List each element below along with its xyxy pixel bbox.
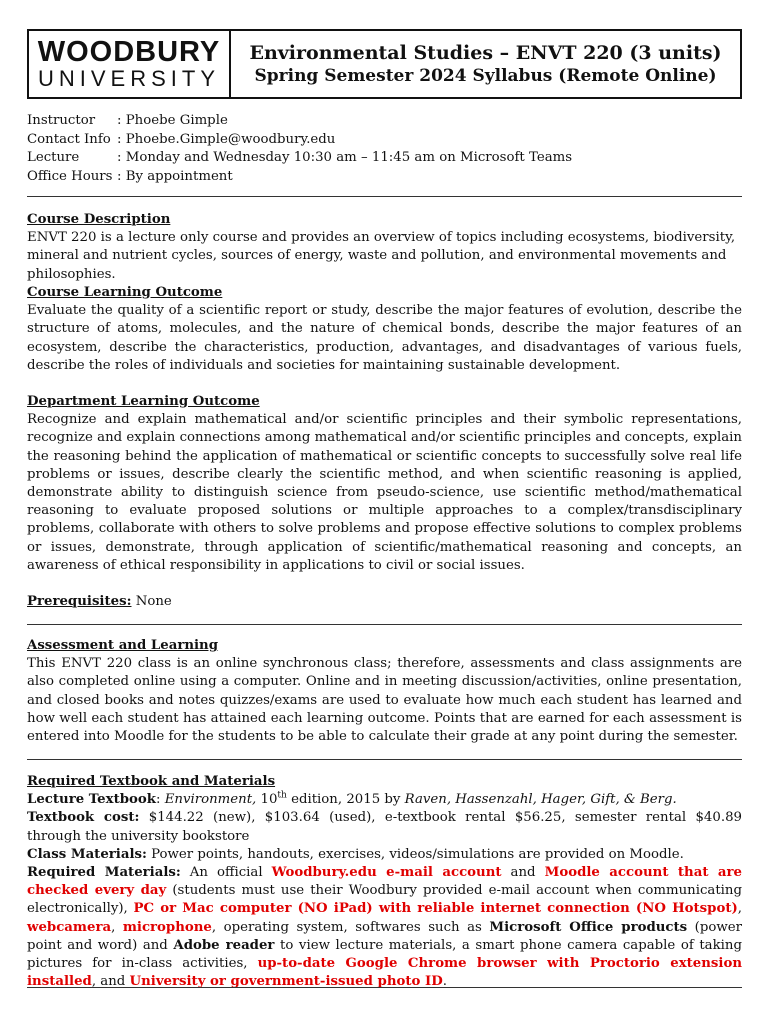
class-materials-line: [27, 846, 742, 864]
textbook-cost-label: Textbook cost:: [27, 810, 140, 826]
syllabus-header: [27, 29, 742, 99]
lecture-textbook-line: [27, 791, 742, 809]
prerequisites-section: [27, 593, 742, 611]
req-text: (power point and word) and: [27, 919, 742, 953]
university-logo: [29, 31, 231, 97]
textbook-cost-text: $144.22 (new), $103.64 (used), e-textbook rental $56.25, semester rental $40.89 through the university bookstore: [27, 810, 742, 844]
edition-suffix: th: [277, 790, 287, 801]
info-label: Lecture: [27, 150, 80, 165]
req-microphone: microphone: [122, 919, 212, 935]
info-label: Office Hours: [27, 168, 113, 184]
department-outcome-section: [27, 393, 742, 575]
lecture-textbook-label: Lecture Textbook: [27, 792, 156, 808]
assessment-text: This ENVT 220 class is an online synchronous class; therefore, assessments and class assignments are also completed online using a computer. Online and in meeting discussion/activities, online presentation, and closed books and notes quizzes/exams are used to evaluate how much each student has learned and how well each student has attained each learning outcome. Points that are earned for each assessment is entered into Moodle for the students to be able to calculate their grade at any point during the semester.: [27, 656, 742, 745]
prerequisites-value: None: [131, 594, 172, 609]
divider: [27, 987, 742, 988]
edition-number: 10: [256, 792, 278, 808]
info-row-contact: [27, 131, 572, 150]
colon: :: [155, 792, 165, 808]
req-text: to view lecture materials, a smart phone camera capable of taking pictures for in-class activities,: [27, 937, 742, 972]
materials-heading: Required Textbook and Materials: [27, 774, 276, 789]
req-text: ,: [111, 919, 123, 935]
learning-outcome-heading: Course Learning Outcome: [27, 285, 223, 300]
info-row-lecture: [27, 149, 572, 168]
req-text: (students must use their Woodbury provided e-mail account when communicating electronically),: [27, 883, 742, 917]
logo-wordmark-bottom: UNIVERSITY: [37, 66, 221, 91]
info-label: Instructor: [27, 113, 96, 128]
req-text: , operating system, softwares such as: [211, 919, 490, 935]
req-text: , and: [91, 974, 130, 990]
materials-section: [27, 773, 742, 991]
req-email-account: Woodbury.edu e-mail account: [271, 865, 502, 881]
req-office-products: Microsoft Office products: [489, 919, 688, 935]
req-webcamera: webcamera: [27, 919, 112, 935]
course-title-box: [231, 31, 740, 97]
course-description-heading: Course Description: [27, 212, 171, 227]
divider: [27, 624, 742, 625]
department-outcome-text: Recognize and explain mathematical and/or scientific principles and their symbolic representations, recognize and explain connections among mathematical and/or scientific principles and concepts, explain the reasoning behind the application of mathematical or scientific concepts to successfully solve real life problems or issues, describe clearly the scientific method, and when scientific reasoning is applied, demonstrate ability to distinguish science from pseudo-science, use scientific method/mathematical reasoning to evaluate proposed solutions or multiple approaches to a complex/transdisciplinary problems, collaborate with others to solve problems and propose effective solutions to complex problems or issues, demonstrate, through application of scientific/mathematical reasoning and concepts, an awareness of ethical responsibility in applications to civil or social issues.: [27, 412, 742, 573]
req-chrome-proctorio: up-to-date Google Chrome browser with Proctorio extension installed: [27, 956, 742, 990]
edition-text: edition, 2015 by: [286, 792, 405, 808]
req-computer: PC or Mac computer (NO iPad) with reliable internet connection (NO Hotspot): [133, 901, 738, 917]
course-info: [27, 112, 572, 186]
textbook-authors: Raven, Hassenzahl, Hager, Gift, & Berg.: [404, 792, 677, 808]
req-text: ,: [737, 901, 742, 917]
req-photo-id: University or government-issued photo ID: [129, 974, 443, 990]
req-text: and: [501, 865, 545, 881]
required-materials-label: Required Materials:: [27, 865, 181, 881]
class-materials-label: Class Materials:: [27, 846, 147, 862]
assessment-section: [27, 637, 742, 746]
info-value: : Monday and Wednesday 10:30 am – 11:45 am on Microsoft Teams: [117, 150, 573, 165]
textbook-title: Environment,: [164, 792, 257, 808]
req-text: .: [442, 974, 447, 990]
course-title: Environmental Studies – ENVT 220 (3 units): [249, 42, 722, 64]
info-value: : Phoebe Gimple: [117, 113, 228, 128]
info-value: : By appointment: [117, 168, 233, 184]
info-value: : Phoebe.Gimple@woodbury.edu: [117, 131, 336, 147]
learning-outcome-text: Evaluate the quality of a scientific report or study, describe the major features of evolution, describe the structure of atoms, molecules, and the nature of chemical bonds, describe the major features of an ecosystem, describe the characteristics, production, advantages, and disadvantages of various fuels, describe the roles of individuals and societies for maintaining sustainable development.: [27, 303, 742, 373]
logo-wordmark-top: WOODBURY: [37, 36, 221, 68]
department-outcome-heading: Department Learning Outcome: [27, 394, 260, 409]
req-text: An official: [180, 865, 272, 881]
divider: [27, 759, 742, 760]
divider: [27, 196, 742, 197]
assessment-heading: Assessment and Learning: [27, 638, 219, 653]
course-description-text: ENVT 220 is a lecture only course and provides an overview of topics including ecosystems, biodiversity, mineral and nutrient cycles, sources of energy, waste and pollution, and environmental movements and philosophies.: [27, 230, 736, 282]
class-materials-text: Power points, handouts, exercises, videos/simulations are provided on Moodle.: [146, 846, 684, 862]
req-adobe-reader: Adobe reader: [173, 937, 275, 953]
semester-title: Spring Semester 2024 Syllabus (Remote Online): [254, 66, 717, 86]
info-label: Contact Info: [27, 131, 111, 147]
info-row-instructor: [27, 112, 572, 131]
textbook-cost-line: [27, 809, 742, 845]
req-moodle-account: Moodle account that are checked every day: [27, 865, 742, 899]
course-description-section: [27, 211, 742, 284]
required-materials-paragraph: [27, 864, 742, 991]
prerequisites-label: Prerequisites:: [27, 594, 132, 609]
learning-outcome-section: [27, 284, 742, 375]
info-row-office-hours: [27, 168, 572, 187]
